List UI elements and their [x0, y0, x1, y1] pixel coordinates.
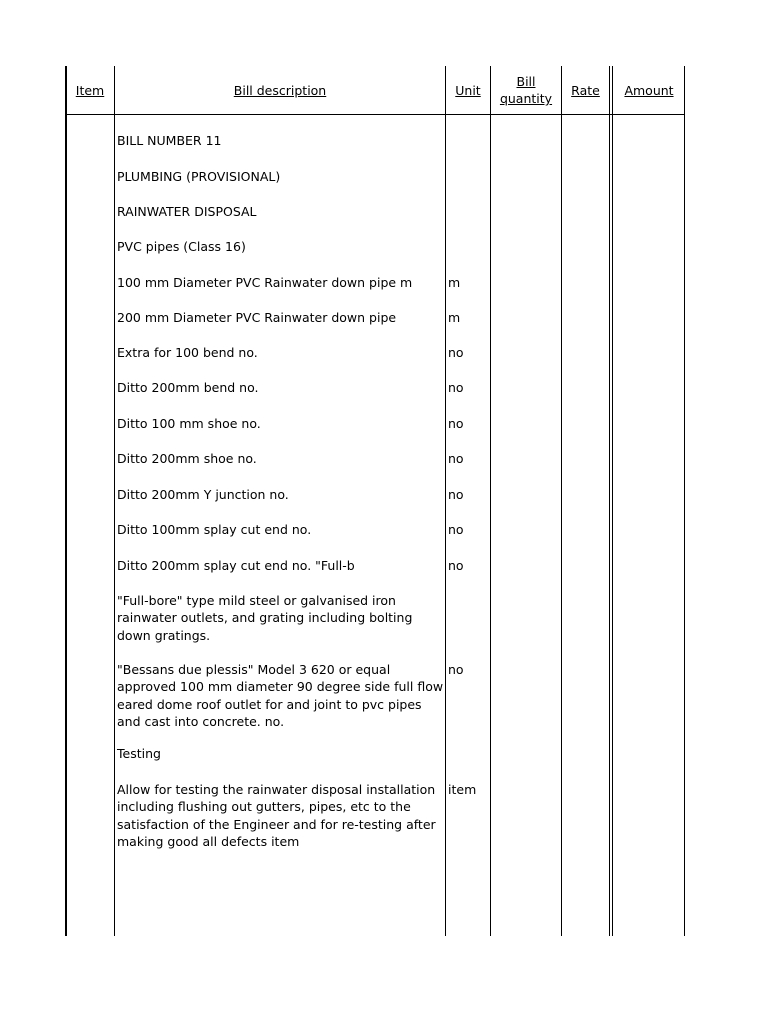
row-unit: no	[448, 380, 464, 395]
row-unit: item	[448, 782, 477, 797]
column-divider-quantity	[561, 66, 562, 936]
table-border-left	[65, 66, 67, 936]
row-description: Allow for testing the rainwater disposal installation including flushing out gutters, pipes, etc to the satisfaction of the Engineer and for re-testing after making good all defects item	[117, 782, 436, 849]
row-unit: no	[448, 558, 464, 573]
table-border-right	[684, 66, 685, 936]
header-bottom-rule	[66, 114, 685, 115]
header-unit: Unit	[455, 82, 481, 98]
row-unit: no	[448, 487, 464, 502]
row-description: Ditto 100 mm shoe no.	[117, 416, 261, 431]
column-divider-rate-a	[609, 66, 610, 936]
column-divider-rate-b	[612, 66, 613, 936]
column-divider-unit	[490, 66, 491, 936]
row-description: "Bessans due plessis" Model 3 620 or equal approved 100 mm diameter 90 degree side full flow eared dome roof outlet for and joint to pvc pipes and cast into concrete. no.	[117, 662, 444, 729]
header-bill-description: Bill description	[233, 82, 327, 98]
row-description: Ditto 200mm Y junction no.	[117, 487, 289, 502]
row-unit: m	[448, 275, 461, 290]
header-amount: Amount	[624, 82, 674, 98]
row-description: Ditto 200mm shoe no.	[117, 451, 257, 466]
header-item: Item	[75, 82, 105, 98]
row-description: Ditto 200mm splay cut end no. "Full-b	[117, 558, 355, 573]
header-rate: Rate	[571, 82, 600, 98]
column-divider-item	[114, 66, 115, 936]
row-unit: no	[448, 345, 464, 360]
row-description: PLUMBING (PROVISIONAL)	[117, 169, 281, 184]
row-description: 100 mm Diameter PVC Rainwater down pipe m	[117, 275, 413, 290]
row-description: RAINWATER DISPOSAL	[117, 204, 257, 219]
row-description: Extra for 100 bend no.	[117, 345, 258, 360]
row-unit: no	[448, 522, 464, 537]
row-unit: no	[448, 451, 464, 466]
row-unit: no	[448, 662, 464, 677]
row-description: "Full-bore" type mild steel or galvanised iron rainwater outlets, and grating including bolting down gratings.	[117, 593, 413, 643]
header-bill-quantity: Bill quantity	[499, 74, 553, 106]
row-unit: m	[448, 310, 461, 325]
row-description: Ditto 200mm bend no.	[117, 380, 259, 395]
row-unit: no	[448, 416, 464, 431]
row-description: Ditto 100mm splay cut end no.	[117, 522, 312, 537]
row-description: BILL NUMBER 11	[117, 133, 222, 148]
row-description: PVC pipes (Class 16)	[117, 239, 246, 254]
row-description: Testing	[117, 746, 161, 761]
row-description: 200 mm Diameter PVC Rainwater down pipe	[117, 310, 397, 325]
